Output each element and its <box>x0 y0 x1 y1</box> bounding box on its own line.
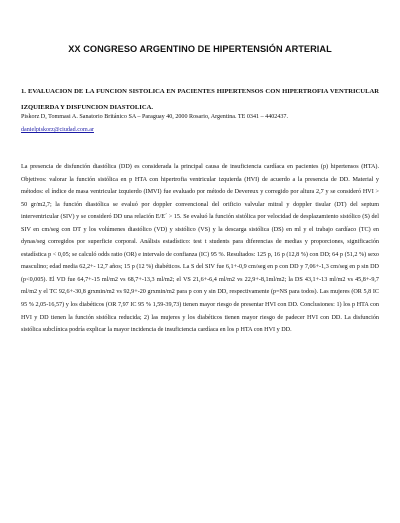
authors-affiliation: Piskorz D, Tommasi A. Sanatorio Británico SA – Paraguay 40, 2000 Rosario, Argentina. TE 0341 – 4402437. <box>21 114 289 120</box>
abstract-title: 1. EVALUACION DE LA FUNCION SISTOLICA EN PACIENTES HIPERTENSOS CON HIPERTROFIA VENTRICULAR IZQUIERDA Y DISFUNCION DIASTOLICA. <box>21 88 379 111</box>
email-link[interactable]: danielpiskorz@ciudad.com.ar <box>21 127 94 133</box>
abstract-body: La presencia de disfunción diastólica (DD) es considerada la principal causa de insuficiencia cardíaca en pacientes (p) hipertensos (HTA). Objetivos: valorar la función sistólica en p HTA con hipertrofia ventricular izquierda (HVI) de acuerdo a la presencia de DD. Material y métodos: el índice de masa ventricular izquierdo (IMVI) fue evaluado por método de Devereux y corregido por altura 2,7 y se consideró HVI > 50 gr/m2,7; la función diastólica se evaluó por doppler convencional del orificio valvular mitral y doppler tisular (DT) del septum interventricular (SIV) y se consideró DD una relación E/E´ > 15. Se evaluó la función sistólica por velocidad de desplazamiento sistólico (S) del SIV en cm/seg con DT y los volúmenes diastólico (VD) y sistólico (VS) y la descarga sistólica (DS) en ml y el trabajo cardíaco (TC) en dynas/seg corregidos por superficie corporal. Análisis estadístico: test t students para diferencias de medias y proporciones, significación estadística p < 0,05; se calculó odds ratio (OR) e intervalo de confianza (IC) 95 %. Resultados: 125 p, 16 p (12,8 %) con DD; 64 p (51,2 %) sexo masculino; edad media 62,2+- 12,7 años; 15 p (12 %) diabéticos. La S del SIV fue 6,1+-0,9 cm/seg en p con DD y 7,06+-1,3 cm/seg en p sin DD (p<0,005). El VD fue 64,7+-15 ml/m2 vs 68,7+-13,3 ml/m2; el VS 21,6+-6,4 ml/m2 vs 22,9+-8,1ml/m2; la DS 43,1+-13 ml/m2 vs 45,8+-9,7 ml/m2 y el TC 92,6+-30,8 grxmin/m2 vs 92,9+-20 grxmin/m2 para p con y sin DD, respectivamente (p=NS para todos). Las mujeres (OR 5,8 IC 95 % 2,05-16,57) y los diabéticos (OR 7,97 IC 95 % 1,59-39,73) tienen mayor riesgo de presentar HVI con DD. Conclusiones: 1) los p HTA con HVI y DD tienen la función sistólica reducida; 2) las mujeres y los diabéticos tienen mayor riesgo de padecer HVI con DD. La disfunción sistólica subclínica podría explicar la mayor incidencia de insuficiencia cardíaca en los p HTA con HVI y DD. <box>21 164 379 334</box>
congress-heading: XX CONGRESO ARGENTINO DE HIPERTENSIÓN ARTERIAL <box>68 44 332 54</box>
